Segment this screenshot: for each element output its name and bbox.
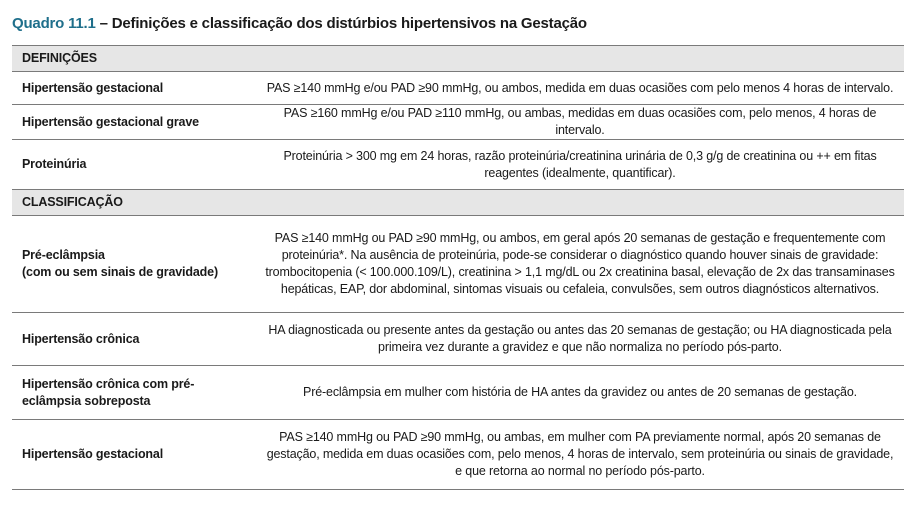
row-term	[12, 216, 256, 313]
table-row	[12, 366, 904, 420]
row-description: PAS ≥140 mmHg ou PAD ≥90 mmHg, ou ambos, em geral após 20 semanas de gestação e frequentemente com proteinúria*. Na ausência de proteinúria, pode-se considerar o diagnóstico quando houver sinais de gravidade: trombocitopenia (< 100.000.109/L), creatinina > 1,1 mg/dL ou 2x creatinina basal, elevação de 2x das transaminases hepáticas, EAP, dor abdominal, sintomas visuais ou cefaleia, convulsões, sem outros diagnósticos alternativos.	[256, 216, 904, 313]
table-row	[12, 140, 904, 190]
row-term	[12, 366, 256, 420]
section-header-definicoes	[12, 46, 904, 72]
row-description: Proteinúria > 300 mg em 24 horas, razão proteinúria/creatinina urinária de 0,3 g/g de creatinina ou ++ em fitas reagentes (idealmente, quantificar).	[256, 140, 904, 190]
hypertension-table	[12, 45, 904, 490]
section-heading: DEFINIÇÕES	[12, 46, 904, 72]
row-description: PAS ≥140 mmHg e/ou PAD ≥90 mmHg, ou ambos, medida em duas ocasiões com pelo menos 4 horas de intervalo.	[256, 72, 904, 105]
row-description: HA diagnosticada ou presente antes da gestação ou antes das 20 semanas de gestação; ou HA diagnosticada pela primeira vez durante a gravidez e que não normaliza no período pós-parto.	[256, 313, 904, 366]
row-term: Hipertensão gestacional	[12, 72, 256, 105]
caption-number: Quadro 11.1	[12, 15, 96, 32]
row-term-line: Hipertensão crônica com pré-	[22, 376, 195, 391]
row-term-line: eclâmpsia sobreposta	[22, 393, 151, 408]
row-description: Pré-eclâmpsia em mulher com história de HA antes da gravidez ou antes de 20 semanas de gestação.	[256, 366, 904, 420]
table-row	[12, 105, 904, 140]
caption-title: – Definições e classificação dos distúrbios hipertensivos na Gestação	[95, 15, 587, 32]
table-row	[12, 216, 904, 313]
table-row	[12, 313, 904, 366]
table-row	[12, 420, 904, 490]
row-description: PAS ≥140 mmHg ou PAD ≥90 mmHg, ou ambas, em mulher com PA previamente normal, após 20 semanas de gestação, medida em duas ocasiões com, pelo menos, 4 horas de intervalo, sem proteinúria ou sinais de gravidade, e que retorna ao normal no período pós-parto.	[256, 420, 904, 490]
table-caption	[12, 15, 587, 32]
row-description: PAS ≥160 mmHg e/ou PAD ≥110 mmHg, ou ambas, medidas em duas ocasiões com, pelo menos, 4 horas de intervalo.	[256, 105, 904, 140]
table-row	[12, 72, 904, 105]
row-term-line: Pré-eclâmpsia	[22, 248, 105, 262]
section-header-classificacao	[12, 190, 904, 216]
row-term: Hipertensão gestacional grave	[12, 105, 256, 140]
section-heading: CLASSIFICAÇÃO	[12, 190, 904, 216]
row-term: Proteinúria	[12, 140, 256, 190]
row-term: Hipertensão crônica	[12, 313, 256, 366]
row-term-line: (com ou sem sinais de gravidade)	[22, 265, 218, 279]
row-term: Hipertensão gestacional	[12, 420, 256, 490]
